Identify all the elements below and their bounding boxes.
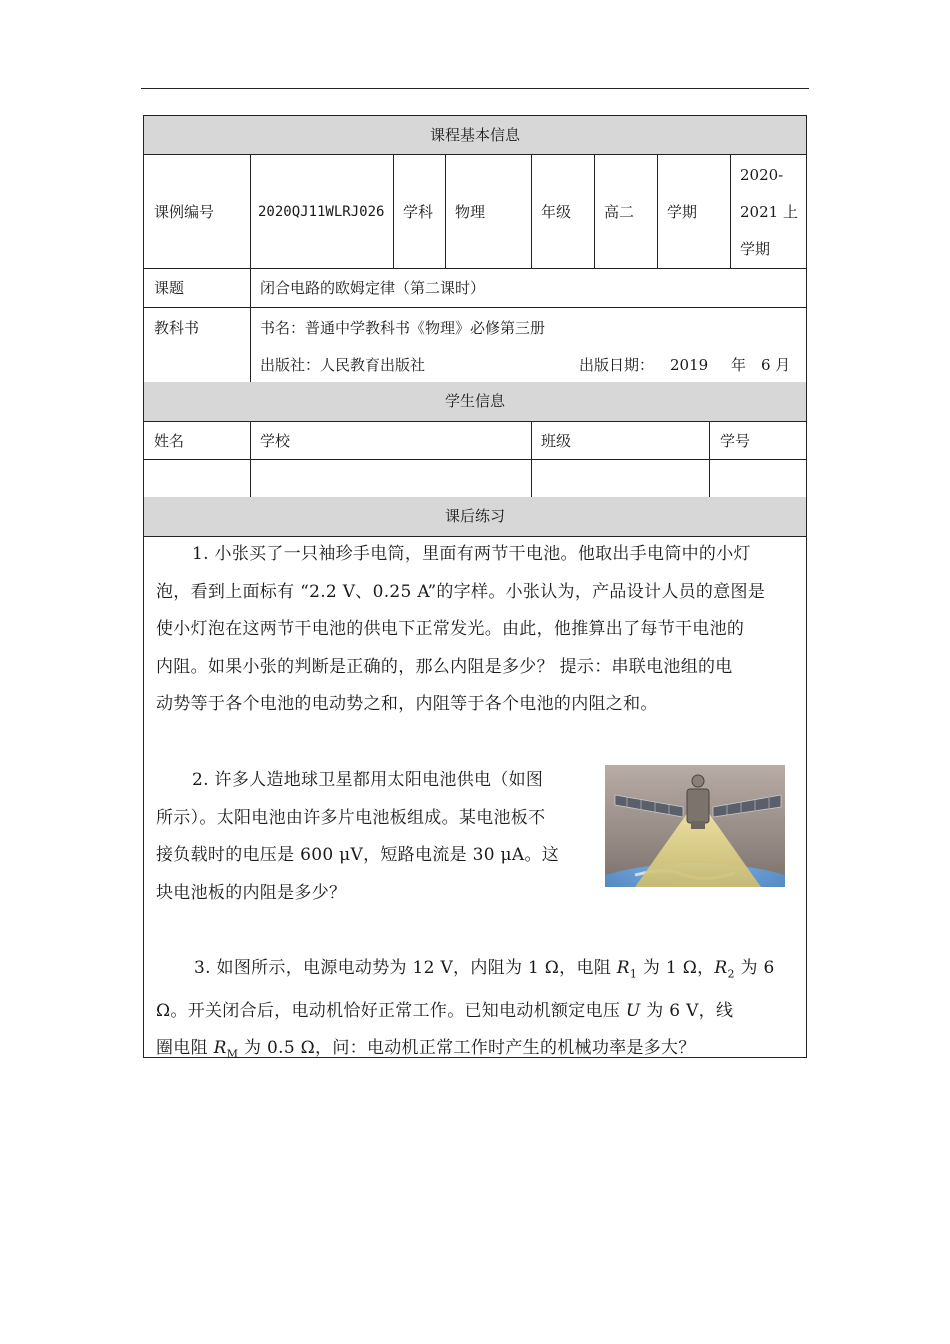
q3-text: 为 6 <box>734 958 775 978</box>
page-top-rule <box>141 88 809 89</box>
q3-line <box>156 993 802 1031</box>
q1-line: 泡，看到上面标有 “2.2 V、0.25 A”的字样。小张认为，产品设计人员的意图是 <box>156 581 766 602</box>
course-info-header: 课程基本信息 <box>144 116 806 154</box>
q1-line: 内阻。如果小张的判断是正确的，那么内阻是多少？ 提示：串联电池组的电 <box>156 656 733 677</box>
divider <box>730 154 731 268</box>
symbol-r: R <box>213 1038 227 1059</box>
name-field[interactable] <box>144 459 250 497</box>
q2-line: 块电池板的内阻是多少？ <box>156 882 347 903</box>
pub-month: 6 月 <box>761 356 791 374</box>
textbook-name: 书名：普通中学教科书《物理》必修第三册 <box>260 319 546 337</box>
subject-value: 物理 <box>455 203 486 221</box>
divider <box>250 268 251 382</box>
q3-text: Ω。开关闭合后，电动机恰好正常工作。已知电动机额定电压 <box>156 1000 626 1021</box>
q1-line: 1. 小张买了一只袖珍手电筒，里面有两节干电池。他取出手电筒中的小灯 <box>192 544 751 564</box>
q1-line: 使小灯泡在这两节干电池的供电下正常发光。由此，他推算出了每节干电池的 <box>156 619 745 639</box>
topic-value: 闭合电路的欧姆定律（第二课时） <box>260 279 486 297</box>
symbol-u: U <box>625 1000 641 1021</box>
q2-line: 接负载时的电压是 600 μV，短路电流是 30 μA。这 <box>156 845 560 865</box>
divider <box>144 421 806 422</box>
divider <box>531 421 532 497</box>
textbook-label: 教科书 <box>154 319 200 337</box>
grade-value: 高二 <box>604 203 635 221</box>
pub-date-label: 出版日期： <box>579 356 655 374</box>
divider <box>144 307 806 308</box>
symbol-r: R <box>714 958 728 978</box>
question-3 <box>156 950 802 1073</box>
term-value-line2: 2021 上 <box>740 203 798 221</box>
name-label: 姓名 <box>154 432 185 450</box>
divider <box>531 154 532 268</box>
subscript: M <box>226 1047 239 1061</box>
worksheet-table <box>143 115 807 1061</box>
q3-text: 为 6 V，线 <box>640 1000 734 1021</box>
divider <box>657 154 658 268</box>
student-info-header: 学生信息 <box>144 382 806 421</box>
pub-year: 2019 <box>670 356 709 374</box>
divider <box>594 154 595 268</box>
question-1 <box>156 536 802 724</box>
q3-text: 3. 如图所示，电源电动势为 12 V，内阻为 1 Ω，电阻 <box>194 958 617 978</box>
symbol-r: R <box>616 958 630 978</box>
divider <box>250 421 251 497</box>
divider <box>709 421 710 497</box>
q3-line <box>156 950 802 993</box>
subscript: 1 <box>629 967 638 981</box>
student-id-field[interactable] <box>709 459 806 497</box>
q3-text: 为 0.5 Ω，问：电动机正常工作时产生的机械功率是多大？ <box>238 1038 696 1059</box>
class-label: 班级 <box>541 432 572 450</box>
q2-line: 2. 许多人造地球卫星都用太阳电池供电（如图 <box>192 770 544 790</box>
question-2 <box>156 762 606 912</box>
satellite-illustration <box>605 765 785 887</box>
term-value-line3: 学期 <box>740 240 771 258</box>
grade-label: 年级 <box>541 203 572 221</box>
term-value-line1: 2020- <box>740 166 784 184</box>
school-field[interactable] <box>250 459 531 497</box>
q2-line: 所示）。太阳电池由许多片电池板组成。某电池板不 <box>156 807 546 828</box>
divider <box>144 154 806 155</box>
divider <box>445 154 446 268</box>
subject-label: 学科 <box>403 203 434 221</box>
pub-year-unit: 年 <box>731 356 747 374</box>
subscript: 2 <box>727 967 735 981</box>
divider <box>144 268 806 269</box>
student-id-label: 学号 <box>720 432 751 450</box>
exercises-header: 课后练习 <box>144 497 806 536</box>
q3-text: 圈电阻 <box>156 1038 214 1059</box>
divider <box>250 154 251 268</box>
case-no-value: 2020QJ11WLRJ026 <box>258 204 385 220</box>
q1-line: 动势等于各个电池的电动势之和，内阻等于各个电池的内阻之和。 <box>156 694 658 714</box>
textbook-publisher: 出版社：人民教育出版社 <box>260 356 426 374</box>
divider <box>393 154 394 268</box>
term-label: 学期 <box>667 203 698 221</box>
q3-line <box>156 1030 802 1073</box>
class-field[interactable] <box>531 459 709 497</box>
case-no-label: 课例编号 <box>154 203 215 221</box>
school-label: 学校 <box>260 432 291 450</box>
topic-label: 课题 <box>154 279 185 297</box>
q3-text: 为 1 Ω， <box>637 958 715 978</box>
